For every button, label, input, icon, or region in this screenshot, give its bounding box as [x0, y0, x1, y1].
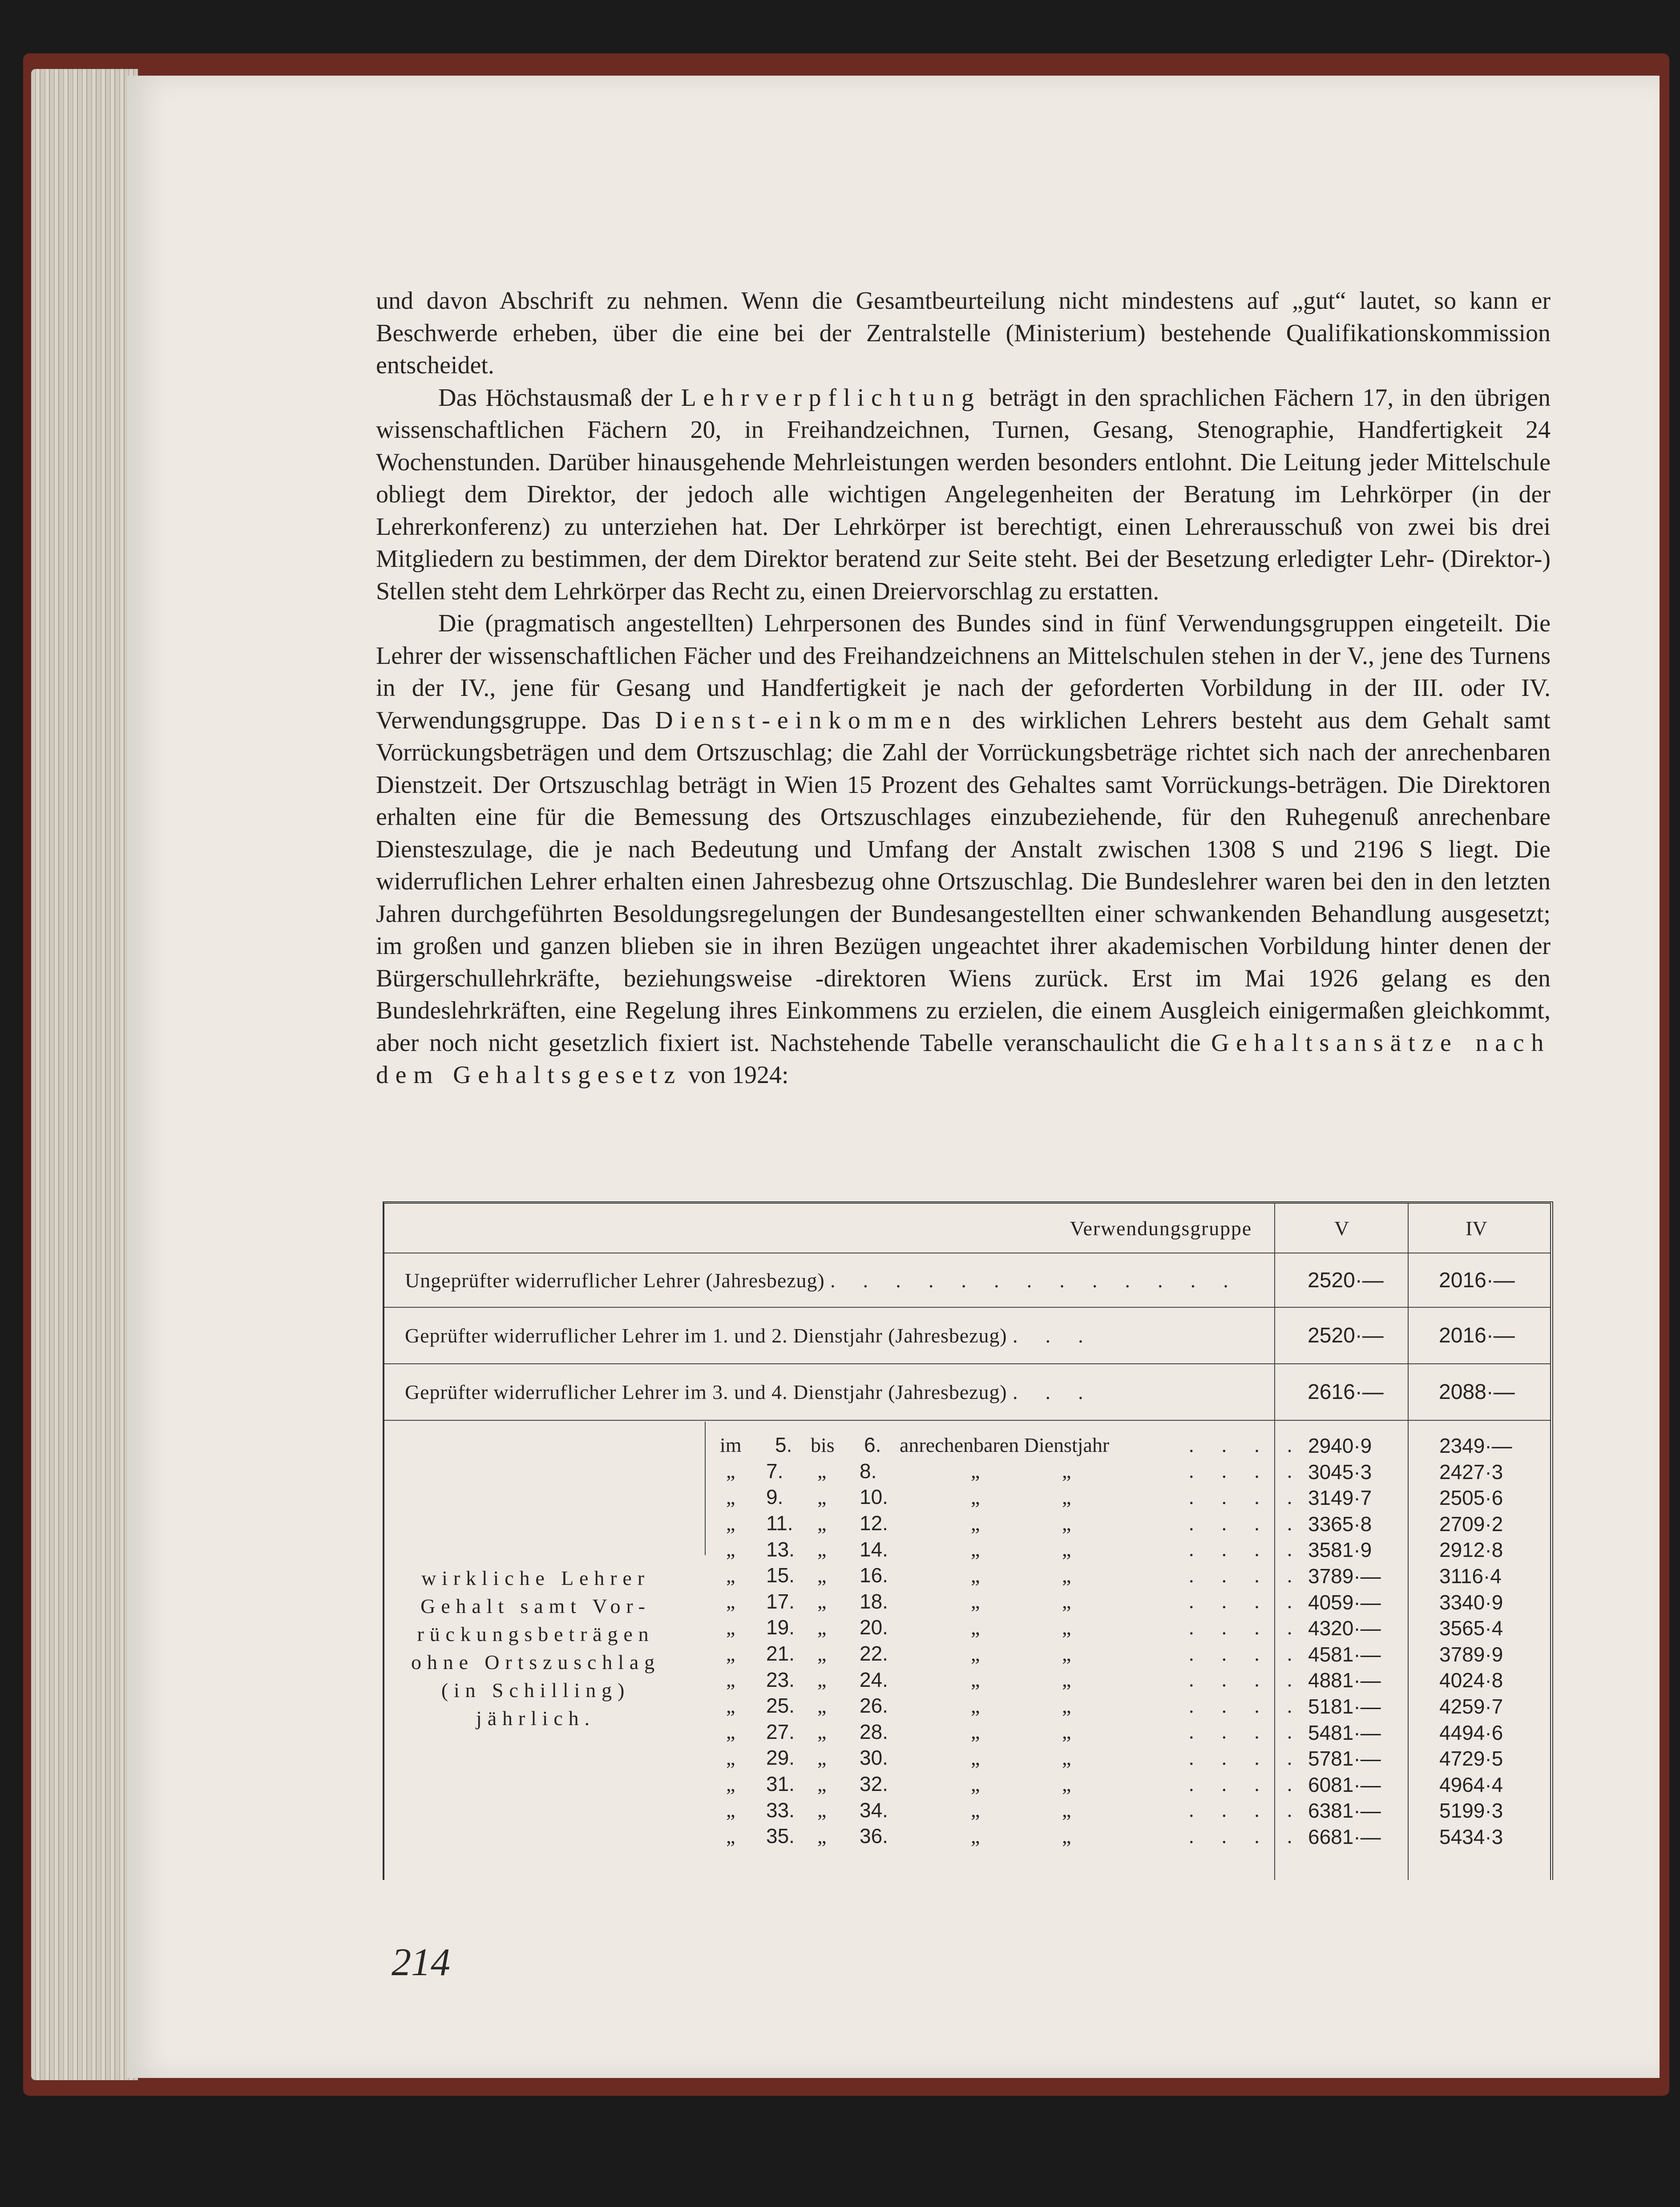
table-row: „ 33. „ 34. „ „ . . . .	[726, 1798, 1304, 1822]
value-iv: 2427·3	[1439, 1460, 1503, 1483]
value-v: 3045·3	[1308, 1460, 1372, 1483]
spaced-term-gehaltsansaetze: Gehaltsansätze nach dem Gehaltsgesetz	[376, 1029, 1551, 1089]
page-edges	[31, 69, 138, 2080]
value-v: 3149·7	[1308, 1486, 1372, 1510]
table-row: „ 7. „ 8. „ „ . . . .	[726, 1459, 1304, 1483]
value-v: 3789·—	[1308, 1564, 1381, 1588]
value-iv: 4729·5	[1439, 1747, 1503, 1770]
value-v: 4059·—	[1308, 1590, 1381, 1614]
table-row: „ 23. „ 24. „ „ . . . .	[726, 1668, 1304, 1691]
value-iv: 2505·6	[1439, 1486, 1503, 1510]
paragraph-1: und davon Abschrift zu nehmen. Wenn die Gesamtbeurteilung nicht mindestens auf „gut“ lautet, so kann er Beschwerde erheben, über die eine bei der Zentralstelle (Ministerium) bestehende Qualifikationskommission entscheidet.	[376, 287, 1551, 379]
table-header-row	[384, 1204, 1550, 1253]
value-v: 5181·—	[1308, 1695, 1381, 1718]
group-label: wirkliche Lehrer Gehalt samt Vor- rückungsbeträgen ohne Ortszuschlag (in Schilling) jährlich.	[411, 1567, 661, 1730]
table-row: „ 21. „ 22. „ „ . . . .	[726, 1642, 1304, 1665]
value-iv: 4964·4	[1439, 1773, 1503, 1796]
table-row: „ 31. „ 32. „ „ . . . .	[726, 1772, 1304, 1796]
spaced-term-lehrverpflichtung: Lehrverpflichtung	[681, 384, 981, 412]
table-row: „ 35. „ 36. „ „ . . . .	[726, 1824, 1304, 1848]
value-v: 5481·—	[1308, 1721, 1381, 1744]
value-iv: 5199·3	[1439, 1799, 1503, 1823]
value-iv: 4494·6	[1439, 1721, 1503, 1744]
value-v: 2520·—	[1308, 1268, 1384, 1292]
table-row: „ 17. „ 18. „ „ . . . .	[726, 1589, 1304, 1613]
paragraph-3: Die (pragmatisch angestellten) Lehrpersonen des Bundes sind in fünf Verwendungsgruppen eingeteilt. Die Lehrer der wissenschaftlichen Fächer und des Freihandzeichnens an Mittelschulen stehen in der V., jene des Turnens in der IV., jene für Gesang und Handfertigkeit je nach der geforderten Vorbildung in der III. oder IV. Verwendungsgruppe. Das Dienst-einkommen des wirklichen Lehrers besteht aus dem Gehalt samt Vorrückungsbeträgen und dem Ortszuschlag; die Zahl der Vorrückungsbeträge richtet sich nach der anrechenbaren Dienstzeit. Der Ortszuschlag beträgt in Wien 15 Prozent des Gehaltes samt Vorrückungs-beträgen. Die Direktoren erhalten eine für die Bemessung des Ortszuschlages einzubeziehende, für den Ruhegenuß anrechenbare Diensteszulage, die je nach Bedeutung und Umfang der Anstalt zwischen 1308 S und 2196 S liegt. Die widerruflichen Lehrer erhalten einen Jahresbezug ohne Ortszuschlag. Die Bundeslehrer waren bei den in den letzten Jahren durchgeführten Besoldungsregelungen der Bundesangestellten einer schwankenden Behandlung ausgesetzt; im großen und ganzen blieben sie in ihren Bezügen ungeachtet ihrer akademischen Vorbildung hinter denen der Bürgerschullehrkräfte, beziehungsweise -direktoren Wiens zurück. Erst im Mai 1926 gelang es den Bundeslehrkräften, eine Regelung ihres Einkommens zu erzielen, die einem Ausgleich einigermaßen gleichkommt, aber noch nicht gesetzlich fixiert ist. Nachstehende Tabelle veranschaulicht die Gehaltsansätze nach dem Gehaltsgesetz von 1924:	[376, 610, 1551, 1089]
row-label: Geprüfter widerruflicher Lehrer im 1. und 2. Dienstjahr (Jahresbezug) . . .	[405, 1324, 1094, 1347]
value-v: 6681·—	[1308, 1825, 1381, 1848]
value-iv: 2912·8	[1439, 1538, 1503, 1562]
table-row	[384, 1364, 1550, 1421]
body-text	[376, 285, 1551, 1091]
table-row	[384, 1253, 1550, 1308]
row-label: Ungeprüfter widerruflicher Lehrer (Jahresbezug) . . . . . . . . . . . . .	[405, 1269, 1240, 1292]
value-iv: 3789·9	[1439, 1642, 1503, 1666]
table-row: „ 15. „ 16. „ „ . . . .	[726, 1564, 1304, 1587]
value-v: 4881·—	[1308, 1669, 1381, 1692]
service-year-table	[335, 1432, 1304, 1849]
value-v: 5781·—	[1308, 1747, 1381, 1770]
header-col-v: V	[1334, 1217, 1349, 1240]
value-iv: 2349·—	[1439, 1434, 1512, 1457]
value-v: 4581·—	[1308, 1642, 1381, 1666]
header-verwendungsgruppe: Verwendungsgruppe	[1070, 1217, 1252, 1240]
value-iv: 5434·3	[1439, 1825, 1503, 1848]
value-iv: 3340·9	[1439, 1590, 1503, 1614]
value-iv: 2016·—	[1439, 1268, 1515, 1292]
row-label: Geprüfter widerruflicher Lehrer im 3. und 4. Dienstjahr (Jahresbezug) . . .	[405, 1381, 1094, 1403]
value-v: 2616·—	[1308, 1380, 1384, 1404]
table-row	[384, 1308, 1550, 1364]
value-iv: 2016·—	[1439, 1324, 1515, 1347]
value-iv: 3116·4	[1439, 1564, 1502, 1588]
table-row: im 5. bis 6. anrechenbaren Dienstjahr . . . .	[720, 1433, 1304, 1457]
value-v: 4320·—	[1308, 1617, 1381, 1640]
header-col-iv: IV	[1466, 1217, 1487, 1240]
value-iv: 2088·—	[1439, 1380, 1515, 1404]
spaced-term-diensteinkommen: Dienst-einkommen	[655, 706, 958, 734]
table-row: „ 13. „ 14. „ „ . . . .	[726, 1537, 1304, 1561]
value-iv: 2709·2	[1439, 1512, 1503, 1536]
value-v: 6081·—	[1308, 1773, 1381, 1796]
table-row: „ 9. „ 10. „ „ . . . .	[726, 1485, 1304, 1509]
value-iv: 4259·7	[1439, 1695, 1503, 1718]
value-v: 6381·—	[1308, 1799, 1381, 1823]
value-v: 2520·—	[1308, 1324, 1384, 1347]
value-iv: 3565·4	[1439, 1617, 1503, 1640]
page-number: 214	[392, 1941, 450, 1984]
value-v: 3365·8	[1308, 1512, 1372, 1536]
value-v: 3581·9	[1308, 1538, 1372, 1562]
table-row: „ 19. „ 20. „ „ . . . .	[726, 1616, 1304, 1639]
table-row: „ 27. „ 28. „ „ . . . .	[726, 1720, 1304, 1743]
table-row: „ 11. „ 12. „ „ . . . .	[726, 1512, 1304, 1535]
table-row: „ 25. „ 26. „ „ . . . .	[726, 1694, 1304, 1718]
value-v: 2940·9	[1308, 1434, 1372, 1457]
value-iv: 4024·8	[1439, 1669, 1503, 1692]
paragraph-2: Das Höchstausmaß der Lehrverpflichtung beträgt in den sprachlichen Fächern 17, in den übrigen wissenschaftlichen Fächern 20, in Freihandzeichnen, Turnen, Gesang, Stenographie, Handfertigkeit 24 Wochenstunden. Darüber hinausgehende Mehrleistungen werden besonders entlohnt. Die Leitung jeder Mittelschule obliegt dem Direktor, der jedoch alle wichtigen Angelegenheiten der Beratung im Lehrkörper (in der Lehrerkonferenz) zu unterziehen hat. Der Lehrkörper ist berechtigt, einen Lehrerausschuß von zwei bis drei Mitgliedern zu bestimmen, der dem Direktor beratend zur Seite steht. Bei der Besetzung erledigter Lehr- (Direktor-) Stellen steht dem Lehrkörper das Recht zu, einen Dreiervorschlag zu erstatten.	[376, 384, 1551, 605]
table-row: „ 29. „ 30. „ „ . . . .	[726, 1746, 1304, 1770]
